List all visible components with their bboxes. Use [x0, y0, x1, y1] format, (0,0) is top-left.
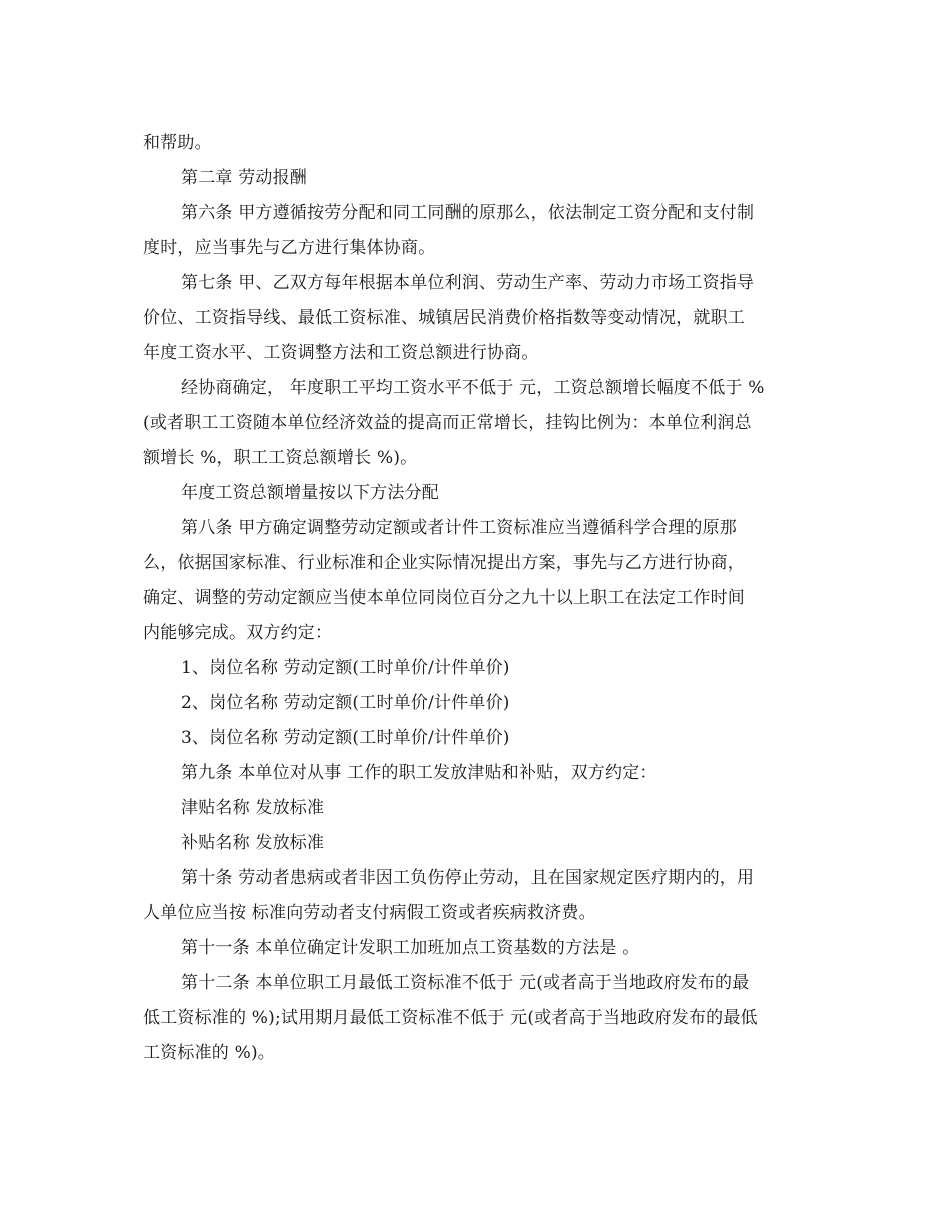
text-line: 额增长 %，职工工资总额增长 %)。: [143, 448, 418, 468]
text-line: 和帮助。: [143, 133, 212, 153]
text-line: 第八条 甲方确定调整劳动定额或者计件工资标准应当遵循科学合理的原那: [181, 518, 738, 538]
text-line: 度时，应当事先与乙方进行集体协商。: [143, 238, 436, 258]
text-line: 低工资标准的 %);试用期月最低工资标准不低于 元(或者高于当地政府发布的最低: [143, 1008, 758, 1028]
text-line: 第十条 劳动者患病或者非因工负伤停止劳动，且在国家规定医疗期内的，用: [181, 868, 755, 888]
text-line: 年度工资总额增量按以下方法分配: [181, 483, 439, 503]
text-line: 人单位应当按 标准向劳动者支付病假工资或者疾病救济费。: [143, 903, 596, 923]
document-body: [143, 126, 807, 1071]
list-item: 1、岗位名称 劳动定额(工时单价/计件单价): [181, 658, 510, 678]
text-line: 么，依据国家标准、行业标准和企业实际情况提出方案，事先与乙方进行协商，: [143, 553, 745, 573]
text-line: 内能够完成。双方约定：: [143, 623, 333, 643]
text-line: 价位、工资指导线、最低工资标准、城镇居民消费价格指数等变动情况，就职工: [143, 308, 745, 328]
text-line: 第十二条 本单位职工月最低工资标准不低于 元(或者高于当地政府发布的最: [181, 973, 750, 993]
text-line: (或者职工工资随本单位经济效益的提高而正常增长，挂钩比例为：本单位利润总: [143, 413, 752, 433]
list-item: 3、岗位名称 劳动定额(工时单价/计件单价): [181, 728, 510, 748]
chapter-heading: 第二章 劳动报酬: [181, 168, 308, 188]
text-line: 工资标准的 %)。: [143, 1043, 275, 1063]
text-line: 年度工资水平、工资调整方法和工资总额进行协商。: [143, 343, 539, 363]
text-line: 经协商确定， 年度职工平均工资水平不低于 元，工资总额增长幅度不低于 %: [181, 378, 765, 398]
text-line: 第十一条 本单位确定计发职工加班加点工资基数的方法是 。: [181, 938, 640, 958]
text-line: 确定、调整的劳动定额应当使本单位同岗位百分之九十以上职工在法定工作时间: [143, 588, 745, 608]
text-line: 第九条 本单位对从事 工作的职工发放津贴和补贴，双方约定：: [181, 763, 657, 783]
text-line: 津贴名称 发放标准: [181, 798, 325, 818]
list-item: 2、岗位名称 劳动定额(工时单价/计件单价): [181, 693, 510, 713]
text-line: 补贴名称 发放标准: [181, 833, 325, 853]
text-line: 第七条 甲、乙双方每年根据本单位利润、劳动生产率、劳动力市场工资指导: [181, 273, 755, 293]
text-line: 第六条 甲方遵循按劳分配和同工同酬的原那么，依法制定工资分配和支付制: [181, 203, 755, 223]
